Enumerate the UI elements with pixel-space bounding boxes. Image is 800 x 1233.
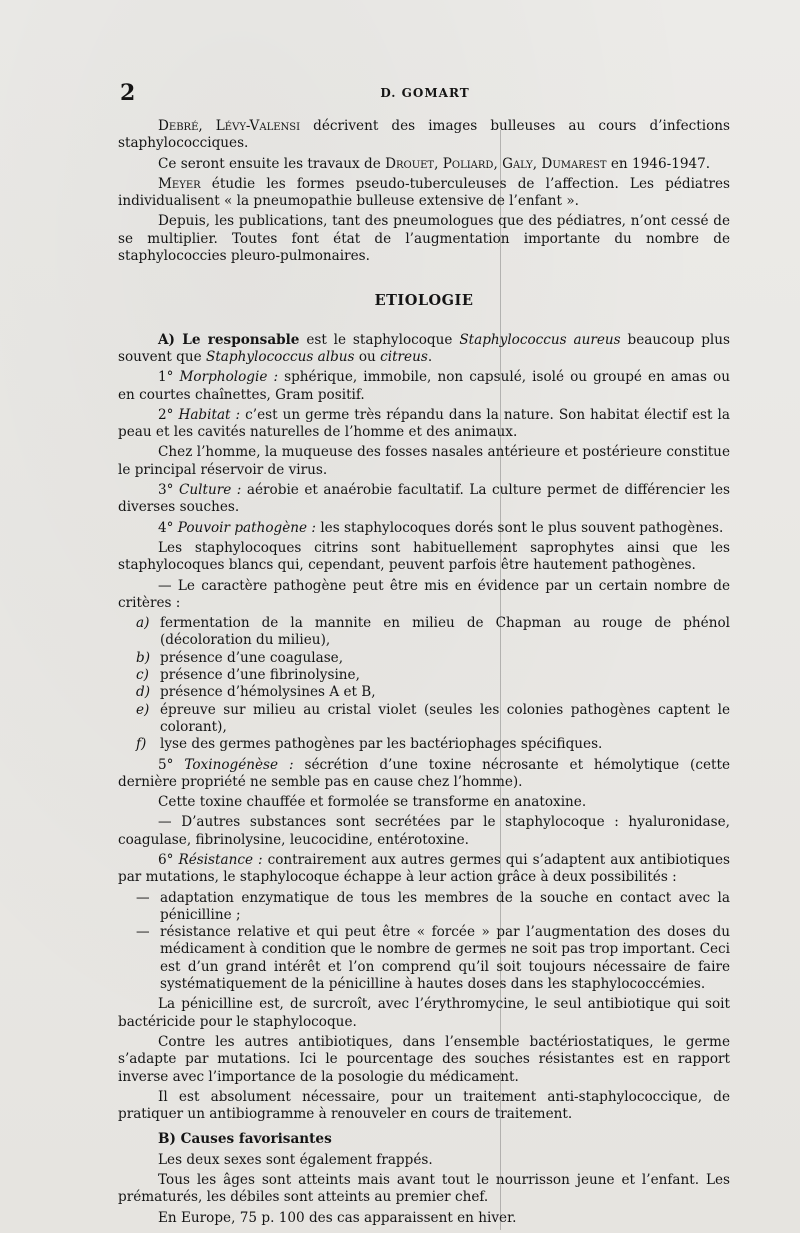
list-marker: — [136, 889, 150, 906]
page-number: 2 [120, 80, 136, 106]
part-a-paragraph [118, 332, 730, 367]
body-text [118, 118, 730, 1230]
item-number: 2° [158, 406, 179, 423]
paragraph-text: sphérique, immobile, non capsulé, isolé ou groupé en amas ou en courtes chaînettes, Gram positif. [118, 369, 730, 403]
pouvoir-paragraph [118, 520, 730, 537]
list-marker: — [136, 924, 150, 941]
item-title: Toxinogénèse : [184, 756, 294, 773]
paragraph-text: en 1946-1947. [606, 155, 711, 172]
item-title: Résistance : [178, 851, 263, 868]
item-number: 1° [158, 369, 180, 386]
paragraph-text: Ce seront ensuite les travaux de [158, 155, 386, 172]
species-name: citreus [380, 348, 428, 365]
page-header [120, 80, 730, 108]
resistance-list [118, 890, 730, 994]
list-marker: d) [136, 684, 151, 701]
list-item-text: fermentation de la mannite en milieu de Chapman au rouge de phénol (décoloration du milieu), [160, 615, 730, 649]
toxino-paragraph-3: — D’autres substances sont secrétées par le staphylocoque : hyaluronidase, coagulase, fibrinolysine, leucocidine, entérotoxine. [118, 814, 730, 848]
intro-paragraph-1 [118, 118, 730, 153]
paragraph-text: étudie les formes pseudo-tuberculeuses de l’affection. Les pédiatres individualisent « la pneumopathie bulleuse extensive de l’enfant ». [118, 175, 730, 210]
list-marker: c) [136, 667, 149, 684]
culture-paragraph [118, 482, 730, 517]
author-names: Debré, Lévy-Valensi [158, 118, 301, 134]
item-title: Pouvoir pathogène : [177, 519, 317, 536]
part-b-paragraph-1: Les deux sexes sont également frappés. [158, 1151, 433, 1168]
author-name: Meyer [158, 175, 201, 192]
intro-paragraph-3 [118, 176, 730, 211]
list-item-text: présence d’une coagulase, [160, 649, 344, 666]
toxino-paragraph [118, 757, 730, 792]
list-item [118, 650, 730, 667]
habitat-paragraph [118, 407, 730, 442]
paragraph-text: c’est un germe très répandu dans la nature. Son habitat électif est la peau et les cavités naturelles de l’homme et des animaux. [118, 406, 730, 441]
pouvoir-paragraph-2: Les staphylocoques citrins sont habituellement saprophytes ainsi que les staphylocoques blancs qui, cependant, peuvent parfois être hautement pathogènes. [118, 539, 730, 574]
author-names: Drouet, Poliard, Galy, Dumarest [385, 155, 607, 172]
list-item [118, 924, 730, 993]
list-item-text: résistance relative et qui peut être « forcée » par l’augmentation des doses du médicament à condition que le nombre de germes ne soit pas trop important. Ceci est d’un grand intérêt et l’on comprend qu’il soit toujours nécessaire de faire systématiquement de la pénicilline à hautes doses dans les staphylococcémies. [160, 924, 730, 993]
resistance-paragraph-4: Il est absolument nécessaire, pour un traitement anti-staphylococcique, de pratiquer un antibiogramme à renouveler en cours de traitement. [118, 1088, 730, 1123]
list-item-text: présence d’hémolysines A et B, [160, 684, 376, 701]
paragraph-text: décrivent des images bulleuses au cours d’infections staphylococciques. [118, 118, 730, 152]
list-marker: e) [136, 701, 150, 718]
part-b-paragraph-3: En Europe, 75 p. 100 des cas apparaissent en hiver. [158, 1209, 517, 1226]
paragraph-text: ou [354, 348, 381, 365]
part-a-label: A) Le responsable [158, 331, 300, 348]
item-number: 5° [158, 756, 185, 773]
paragraph-text: . [427, 348, 433, 365]
item-title: Morphologie : [179, 369, 279, 386]
paragraph-text: les staphylocoques dorés sont le plus souvent pathogènes. [316, 519, 724, 536]
item-number: 4° [158, 519, 178, 536]
resistance-paragraph-3: Contre les autres antibiotiques, dans l’ensemble bactériostatiques, le germe s’adapte par mutations. Ici le pourcentage des souches résistantes est en rapport inverse avec l’importance de la posologie du médicament. [118, 1033, 730, 1085]
part-b-label: B) Causes favorisantes [158, 1131, 332, 1148]
resistance-paragraph-2: La pénicilline est, de surcroît, avec l’érythromycine, le seul antibiotique qui soit bactéricide pour le staphylocoque. [118, 996, 730, 1030]
species-name: Staphylococcus albus [206, 348, 355, 365]
paragraph-text: aérobie et anaérobie facultatif. La culture permet de différencier les diverses souches. [118, 482, 730, 516]
morphologie-paragraph [118, 369, 730, 404]
list-marker: f) [136, 736, 147, 753]
list-item [118, 615, 730, 650]
paragraph-text: sécrétion d’une toxine nécrosante et hémolytique (cette dernière propriété ne semble pas en cause chez l’homme). [118, 756, 730, 790]
part-b-paragraph-2: Tous les âges sont atteints mais avant tout le nourrisson jeune et l’enfant. Les prématurés, les débiles sont atteints au premier chef. [118, 1172, 730, 1206]
list-item-text: épreuve sur milieu au cristal violet (seules les colonies pathogènes captent le colorant), [160, 701, 730, 735]
list-item-text: adaptation enzymatique de tous les membres de la souche en contact avec la pénicilline ; [160, 889, 730, 923]
toxino-paragraph-2: Cette toxine chauffée et formolée se transforme en anatoxine. [158, 794, 587, 811]
list-item-text: lyse des germes pathogènes par les bactériophages spécifiques. [160, 736, 603, 753]
item-title: Habitat : [178, 406, 241, 423]
paragraph-text: contrairement aux autres germes qui s’adaptent aux antibiotiques par mutations, le staphylocoque échappe à leur action grâce à deux possibilités : [118, 851, 730, 886]
list-item [118, 684, 730, 701]
list-item [118, 667, 730, 684]
list-item [118, 890, 730, 925]
intro-paragraph-2 [118, 156, 730, 173]
resistance-paragraph [118, 852, 730, 887]
criteres-list [118, 615, 730, 753]
item-number: 3° [158, 482, 179, 499]
running-head: D. GOMART [380, 86, 470, 100]
species-name: Staphylococcus aureus [459, 331, 621, 348]
paragraph-text: est le staphylocoque [299, 331, 460, 348]
list-item-text: présence d’une fibrinolysine, [160, 667, 360, 684]
part-b-heading [118, 1131, 730, 1148]
item-title: Culture : [178, 482, 242, 499]
list-item [118, 736, 730, 753]
item-number: 6° [158, 851, 179, 868]
habitat-paragraph-2: Chez l’homme, la muqueuse des fosses nasales antérieure et postérieure constitue le principal réservoir de virus. [118, 444, 730, 478]
list-item [118, 702, 730, 737]
intro-paragraph-4: Depuis, les publications, tant des pneumologues que des pédiatres, n’ont cessé de se multiplier. Toutes font état de l’augmentation importante du nombre de staphylococcies pleuro-pulmonaires. [118, 213, 730, 265]
paragraph-text: beaucoup plus souvent que [118, 331, 730, 365]
section-title: ETIOLOGIE [374, 292, 474, 310]
criteres-intro: — Le caractère pathogène peut être mis en évidence par un certain nombre de critères : [118, 577, 730, 611]
list-marker: a) [136, 615, 150, 632]
list-marker: b) [136, 649, 151, 666]
